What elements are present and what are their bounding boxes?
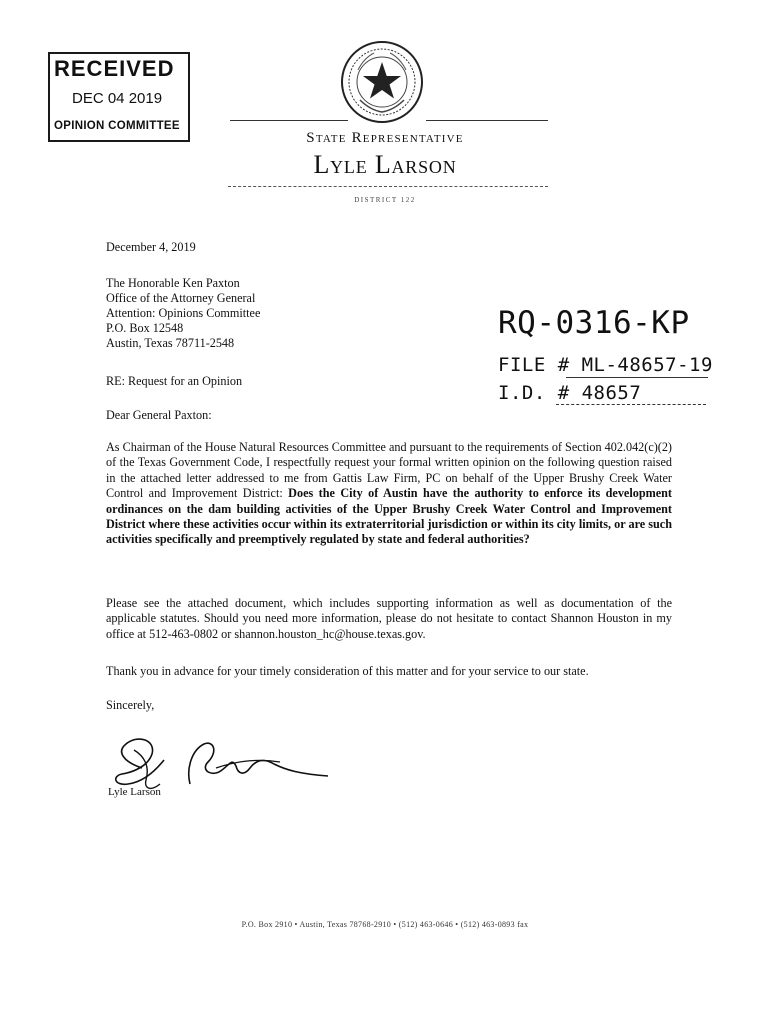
address-line: P.O. Box 12548: [106, 321, 184, 335]
letterhead-district: DISTRICT 122: [354, 196, 416, 204]
handwritten-rq-number: RQ-0316-KP: [498, 305, 690, 341]
signature-name: Lyle Larson: [108, 786, 161, 798]
letterhead-rule-bottom: [228, 186, 548, 187]
letterhead-footer: P.O. Box 2910 • Austin, Texas 78768-2910 • (512) 463-0646 • (512) 463-0893 fax: [241, 920, 529, 929]
salutation: Dear General Paxton:: [106, 408, 212, 422]
closing: Sincerely,: [106, 698, 155, 712]
handwritten-file-number: FILE # ML-48657-19: [498, 354, 713, 376]
handwritten-id-number: I.D. # 48657: [498, 382, 642, 404]
body-intro-text: As Chairman of the House Natural Resources Committee and pursuant to the requirements of Section 402.042(c)(2) of the Texas Government Code, I respectfully request your formal written opinion on the following question raised in the attached letter addressed to me from Gattis Law Firm, PC on behalf of the Upper Brushy Creek Water Control and Improvement District:: [106, 440, 672, 501]
body-paragraph-3: Thank you in advance for your timely consideration of this matter and for your service to our state.: [106, 664, 589, 678]
stamp-date: DEC 04 2019: [72, 90, 163, 107]
re-line: RE: Request for an Opinion: [106, 374, 243, 388]
file-underline: [566, 377, 708, 378]
received-stamp: [48, 52, 190, 142]
id-underline: [556, 404, 706, 405]
letterhead-title: State Representative: [306, 130, 464, 146]
letterhead-name: Lyle Larson: [313, 150, 457, 179]
body-paragraph-2: Please see the attached document, which includes supporting information as well as documentation of the applicable statutes. Should you need more information, please do not hesitate to contact Shannon Houston in my office at 512-463-0802 or shannon.houston_hc@house.texas.gov.: [106, 596, 672, 641]
address-line: The Honorable Ken Paxton: [106, 276, 240, 290]
letterhead-rule-left: [230, 120, 348, 121]
address-line: Austin, Texas 78711-2548: [106, 336, 235, 350]
stamp-committee: OPINION COMMITTEE: [54, 120, 180, 132]
letter-date: December 4, 2019: [106, 240, 196, 254]
body-paragraph-1: [106, 440, 672, 548]
letterhead-rule-right: [426, 120, 548, 121]
body-question-text: Does the City of Austin have the authority to enforce its development ordinances on the dam building activities of the Upper Brushy Creek Water Control and Improvement District where these activities occur within its extraterritorial jurisdiction or within its city limits, or are such activities specifically and preemptively regulated by state and federal authorities?: [106, 486, 672, 547]
stamp-received-text: RECEIVED: [54, 56, 175, 81]
address-block: [106, 276, 436, 351]
texas-state-seal-icon: [340, 40, 424, 124]
address-line: Office of the Attorney General: [106, 291, 256, 305]
address-line: Attention: Opinions Committee: [106, 306, 261, 320]
